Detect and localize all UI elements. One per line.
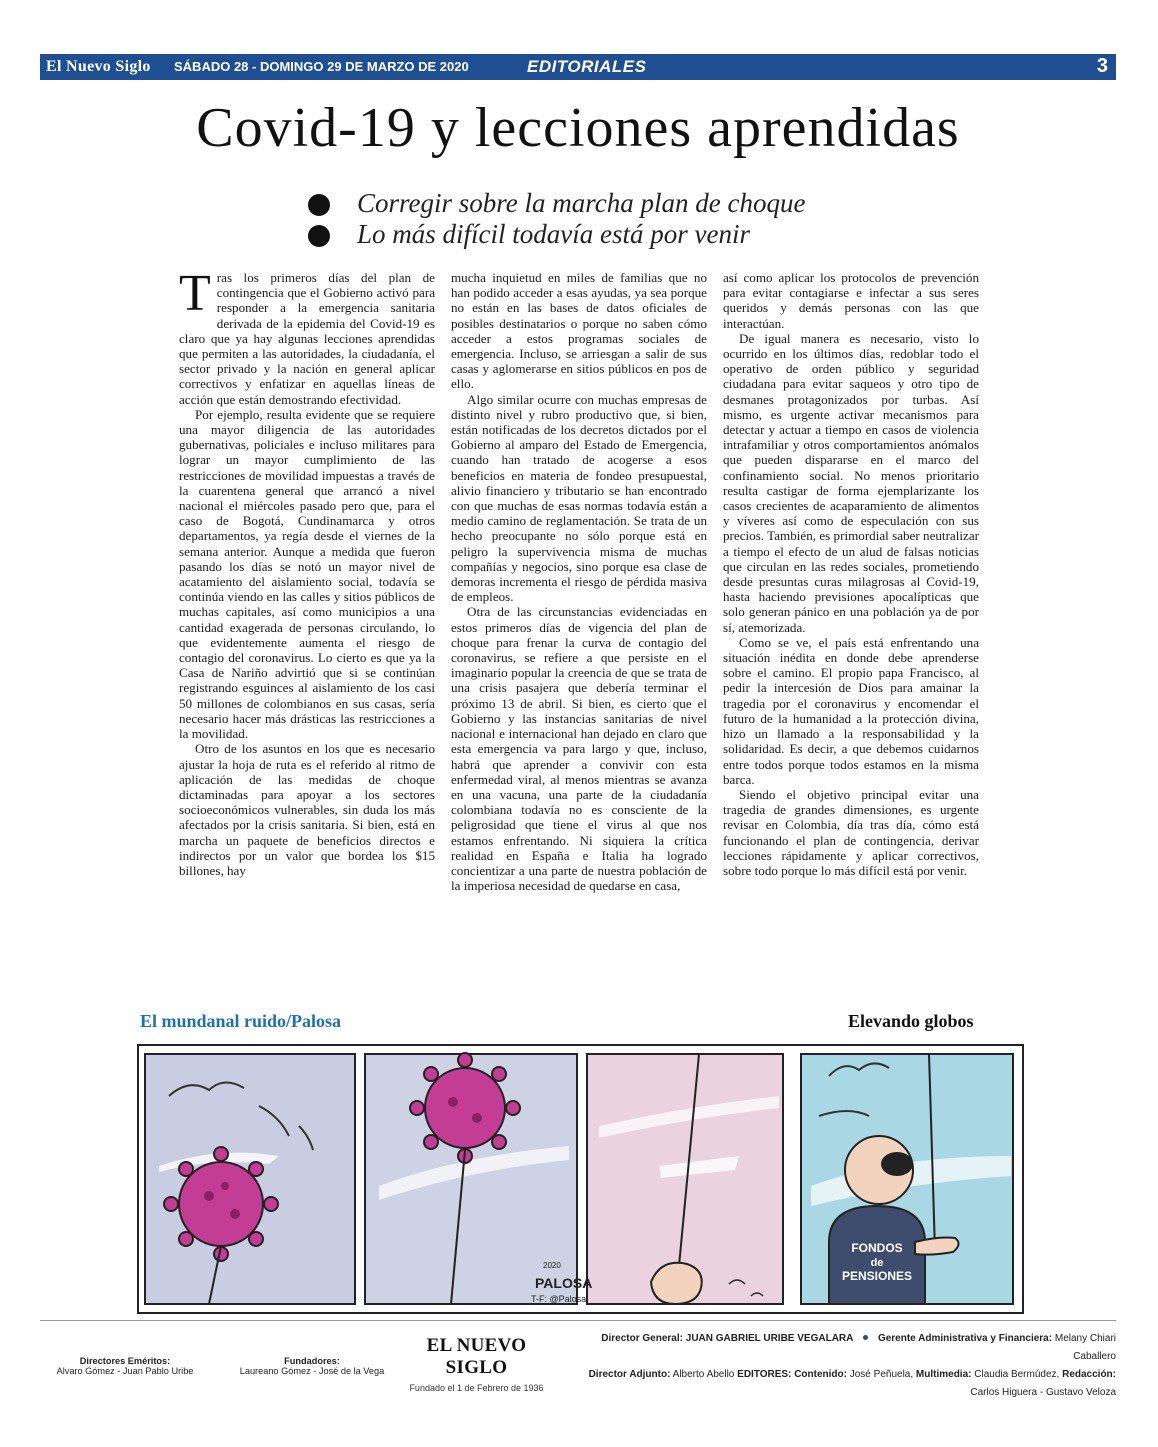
- signature: PALOSA: [535, 1275, 593, 1291]
- subhead-text: Corregir sobre la marcha plan de choque: [357, 188, 806, 218]
- drop-cap: T: [179, 265, 211, 322]
- paragraph: mucha inquietud en miles de familias que no han podido acceder a esas ayudas, ya sea porque no están en las bases de datos oficiales de posibles destinatarios o porque no saben cómo acceder a estos programas sociales de emergencia. Incluso, se arriesgan a salir de sus casas y aglomerarse en sitios públicos en pos de ello.: [451, 270, 707, 392]
- cartoon-title: Elevando globos: [848, 1011, 974, 1031]
- separator-dot-icon: [863, 1335, 868, 1340]
- hand-icon: [651, 1263, 702, 1304]
- signature-year: 2020: [543, 1261, 561, 1270]
- footer-logo: EL NUEVO SIGLO: [426, 1335, 527, 1378]
- footer-rule: [40, 1320, 1116, 1321]
- ga-label: Gerente Administrativa y Financiera:: [877, 1333, 1053, 1344]
- headline: Covid-19 y lecciones aprendidas: [196, 97, 960, 159]
- fundadores-label: Fundadores:: [284, 1356, 340, 1366]
- directores-block: [40, 1356, 210, 1376]
- body-column-2: [451, 270, 707, 893]
- paragraph: Tras los primeros días del plan de contingencia que el Gobierno activó para responder a la emergencia sanitaria derivada de la epidemia del Covid-19 es claro que ya hay algunas lecciones aprendidas que permiten a las autoridades, la ciudadanía, el sector privado y la nación en general aplicar correctivos y enfatizar en aquellas líneas de acción que están demostrando efectividad.: [179, 265, 435, 407]
- paragraph: Otro de los asuntos en los que es necesario ajustar la hoja de ruta es el referido al ritmo de aplicación de las medidas de choque dictaminadas para apoyar a los sectores socioeconómicos vulnerables, sin duda los más afectados por la crisis sanitaria. Si bien, está en marcha un paquete de beneficios directos e indirectos por un valor que bordea los $15 billones, hay: [179, 741, 435, 878]
- hair: [881, 1152, 913, 1176]
- label-line-1: FONDOS: [851, 1241, 903, 1255]
- subhead: [308, 188, 928, 219]
- subheads: [308, 188, 928, 250]
- label-line-3: PENSIONES: [841, 1269, 913, 1283]
- fundadores-names: Laureano Gómez - José de la Vega: [239, 1366, 385, 1376]
- dg-label: Director General:: [601, 1333, 683, 1344]
- founded-date: Fundado el 1 de Febrero de 1936: [409, 1383, 544, 1393]
- hand-icon: [915, 1238, 959, 1255]
- directores-names: Alvaro Gómez - Juan Pablo Uribe: [56, 1366, 194, 1376]
- subhead-text: Lo más difícil todavía está por venir: [357, 219, 750, 249]
- dg-name: JUAN GABRIEL URIBE VEGALARA: [685, 1333, 854, 1344]
- cartoon-illustration: [139, 1046, 1022, 1312]
- paragraph: Algo similar ocurre con muchas empresas de distinto nivel y rubro productivo que, si bien, están notificadas de los decretos dictados por el Gobierno al amparo del Estado de Emergencia, cuando han tratado de acogerse a esos beneficios en materia de fondeo presupuestal, alivio financiero y tributario se han encontrado con que muchas de esas normas todavía están a medio camino de reglamentación. Se trata de un hecho preocupante no sólo porque está en peligro la supervivencia misma de muchas compañías y negocios, sino porque esa clase de demoras incrementa el riesgo de pérdida masiva de empleos.: [451, 391, 707, 605]
- fundadores-block: [222, 1356, 402, 1376]
- paragraph: así como aplicar los protocolos de prevención para evitar contagiarse e infectar a sus seres queridos y demás personas con las que interactúan.: [723, 270, 979, 331]
- header-bar: [40, 54, 1116, 80]
- editores-label: EDITORES: Contenido:: [737, 1369, 847, 1380]
- da-name: Alberto Abello: [672, 1369, 735, 1380]
- redaccion-names: Carlos Higuera - Gustavo Veloza: [970, 1387, 1116, 1398]
- bullet-icon: [308, 194, 330, 216]
- body-column-1: [179, 265, 435, 878]
- paragraph: Siendo el objetivo principal evitar una tragedia de grandes dimensiones, es urgente revisar en Colombia, día tras día, cómo está funcionando el plan de contingencia, derivar lecciones rápidamente y aplicar correctivos, sobre todo porque lo más difícil está por venir.: [723, 786, 979, 878]
- redaccion-label: Redacción:: [1062, 1369, 1116, 1380]
- virus-icon: [410, 1053, 520, 1163]
- paragraph: Como se ve, el país está enfrentando una situación inédita en donde debe aprenderse sobre el camino. El propio papa Francisco, al pedir la intercesión de Dios para amainar la tragedia por el coronavirus y encomendar el futuro de la humanidad a la protección divina, hizo un llamado a la responsabilidad y la solidaridad. Es decir, a que debemos cuidarnos entre todos porque todos estamos en la misma barca.: [723, 634, 979, 787]
- subhead: [308, 219, 928, 250]
- bullet-icon: [308, 225, 330, 247]
- paragraph: Por ejemplo, resulta evidente que se requiere una mayor diligencia de las autoridades gubernativas, policiales e incluso militares para lograr un mayor cumplimiento de las restricciones de movilidad impuestas a través de la cuarentena general que arrancó a nivel nacional el miércoles pasado pero que, para el caso de Bogotá, Cundinamarca y otros departamentos, ya regía desde el viernes de la semana anterior. Aunque a medida que fueron pasando los días se notó un mayor nivel de acatamiento del aislamiento social, todavía se continúa viendo en las calles y sitios públicos de muchas capitales, así como municipios a una cantidad exagerada de personas circulando, lo que evidentemente aumenta el riesgo de contagio del coronavirus. Lo cierto es que ya la Casa de Nariño advirtió que si se continúan registrando esguinces al aislamiento de los casi 50 millones de colombianos en sus casas, sería necesario hacer más drásticas las restricciones a la movilidad.: [179, 406, 435, 742]
- virus-icon: [164, 1147, 278, 1261]
- section-name: EDITORIALES: [527, 57, 647, 76]
- da-label: Director Adjunto:: [588, 1369, 671, 1380]
- directores-label: Directores Eméritos:: [79, 1356, 171, 1366]
- cartoon-credit: T-F: @Palosa: [531, 1294, 587, 1304]
- paragraph: De igual manera es necesario, visto lo ocurrido en los últimos días, redoblar todo el operativo de orden público y seguridad ciudadana para evitar saqueos y otro tipo de desmanes protagonizados por turbas. Así mismo, es urgente activar mecanismos para detectar y actuar a tiempo en casos de violencia intrafamiliar y otros comportamientos anómalos que pueden dispararse en el marco del confinamiento social. No menos prioritario resulta castigar de forma ejemplarizante los casos crecientes de acaparamiento de alimentos y víveres así como de especulación con sus precios. También, es primordial saber neutralizar a tiempo el efecto de un alud de falsas noticias que circulan en las redes sociales, prometiendo desde presuntas curas milagrosas al Covid-19, hasta haciendo previsiones apocalípticas que solo generan pánico en una población ya de por sí, atemorizada.: [723, 330, 979, 635]
- cartoon-section-title: El mundanal ruido/Palosa: [140, 1011, 342, 1031]
- body-column-3: [723, 270, 979, 878]
- footer-logo-block: [404, 1335, 549, 1393]
- masthead: El Nuevo Siglo: [46, 58, 151, 75]
- editores-contenido: José Peñuela,: [849, 1369, 914, 1380]
- multimedia-name: Claudia Bermúdez,: [974, 1369, 1060, 1380]
- multimedia-label: Multimedia:: [915, 1369, 972, 1380]
- paragraph: Otra de las circunstancias evidenciadas en estos primeros días de vigencia del plan de choque para frenar la curva de contagio del coronavirus, se refiere a que persiste en el imaginario popular la creencia de que se trata de una crisis pasajera que debería terminar el próximo 13 de abril. Si bien, es cierto que el Gobierno y las instancias sanitarias de nivel nacional e internacional han dejado en claro que esta emergencia va para largo y que, incluso, habrá que aprender a convivir con esta enfermedad viral, al menos mientras se avanza en una vacuna, una parte de la ciudadanía colombiana todavía no es consciente de la peligrosidad que tiene el virus al que nos estamos enfrentando. Ni siquiera la crítica realidad en España e Italia ha logrado concientizar a una parte de nuestra población de la imperiosa necesidad de quedarse en casa,: [451, 604, 707, 894]
- cartoon-strip: [137, 1044, 1024, 1314]
- page-number: 3: [1096, 55, 1108, 77]
- issue-date: SÁBADO 28 - DOMINGO 29 DE MARZO DE 2020: [174, 59, 469, 74]
- ga-name: Melany Chiari Caballero: [1054, 1333, 1116, 1362]
- label-line-2: de: [870, 1257, 884, 1269]
- directory-block: [560, 1330, 1116, 1402]
